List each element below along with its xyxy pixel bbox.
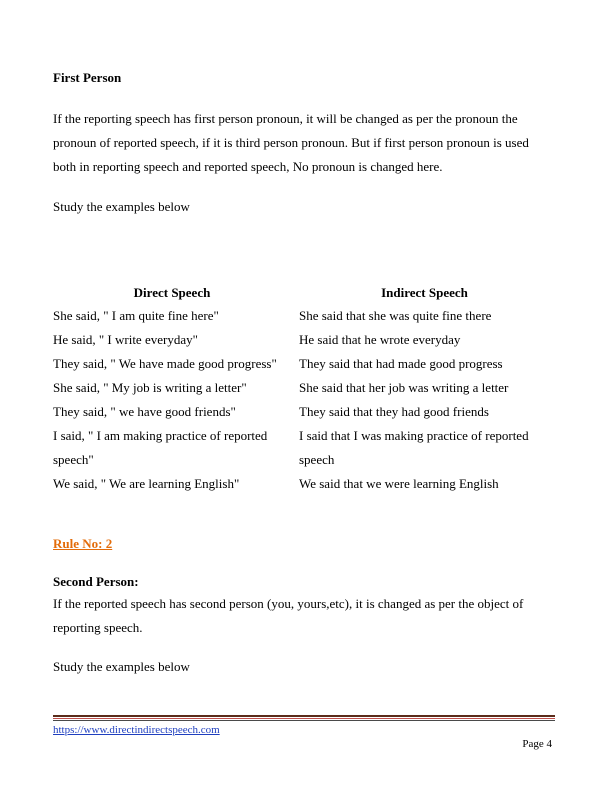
study-examples-text-2: Study the examples below bbox=[53, 659, 190, 674]
table-row bbox=[49, 376, 554, 400]
table-header-row bbox=[49, 282, 554, 304]
indirect-cell: We said that we were learning English bbox=[299, 476, 499, 491]
rule-2-label: Rule No: 2 bbox=[53, 536, 113, 551]
study-examples-text: Study the examples below bbox=[53, 199, 190, 214]
footer-divider bbox=[53, 715, 555, 721]
indirect-cell: I said that I was making practice of reported speech bbox=[299, 428, 529, 467]
table-row bbox=[49, 352, 554, 376]
table-row bbox=[49, 472, 554, 496]
indirect-cell: He said that he wrote everyday bbox=[299, 332, 461, 347]
direct-cell: She said, " My job is writing a letter" bbox=[53, 380, 247, 395]
indirect-cell: They said that had made good progress bbox=[299, 356, 503, 371]
table-row bbox=[49, 400, 554, 424]
second-person-paragraph: If the reported speech has second person (you, yours,etc), it is changed as per the object of reporting speech. bbox=[53, 596, 524, 635]
indirect-cell: They said that they had good friends bbox=[299, 404, 489, 419]
table-row bbox=[49, 328, 554, 352]
page-number: Page 4 bbox=[522, 738, 552, 750]
direct-cell: We said, " We are learning English" bbox=[53, 476, 240, 491]
direct-cell: He said, " I write everyday" bbox=[53, 332, 198, 347]
direct-cell: I said, " I am making practice of reported speech" bbox=[53, 428, 268, 467]
first-person-paragraph: If the reporting speech has first person pronoun, it will be changed as per the pronoun the pronoun of reported speech, if it is third person pronoun. But if first person pronoun is used both in reporting speech and reported speech, No pronoun is changed here. bbox=[53, 111, 529, 174]
direct-cell: They said, " we have good friends" bbox=[53, 404, 236, 419]
table-row bbox=[49, 304, 554, 328]
indirect-cell: She said that she was quite fine there bbox=[299, 308, 492, 323]
footer-website-link[interactable]: https://www.directindirectspeech.com bbox=[53, 724, 220, 736]
section-heading-second-person: Second Person: bbox=[53, 574, 139, 589]
direct-cell: She said, " I am quite fine here" bbox=[53, 308, 219, 323]
direct-speech-header: Direct Speech bbox=[133, 285, 211, 300]
direct-cell: They said, " We have made good progress" bbox=[53, 356, 277, 371]
examples-table bbox=[49, 282, 554, 496]
indirect-cell: She said that her job was writing a letter bbox=[299, 380, 509, 395]
indirect-speech-header: Indirect Speech bbox=[381, 285, 468, 300]
table-row bbox=[49, 424, 554, 472]
section-heading-first-person: First Person bbox=[53, 70, 122, 85]
